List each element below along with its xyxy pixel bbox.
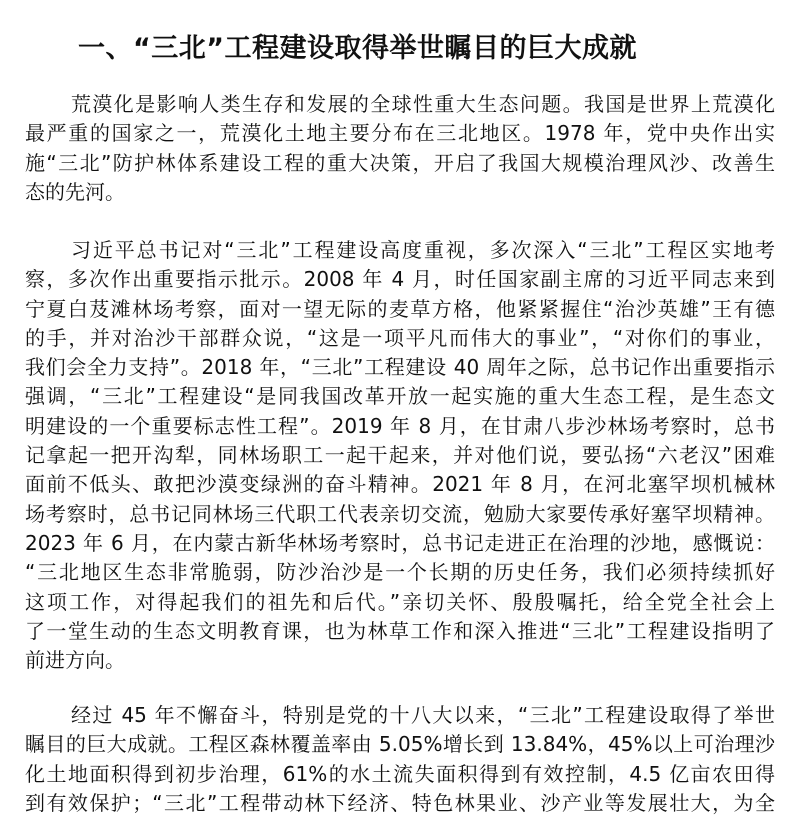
text-line: 到有效保护；“三北”工程带动林下经济、特色林果业、沙产业等发展壮大，为全 [25,790,775,815]
text-line: 这项工作，对得起我们的祖先和后代。”亲切关怀、殷殷嘱托，给全党全社会上 [25,589,775,614]
text-line: 察，多次作出重要指示批示。2008 年 4 月，时任国家副主席的习近平同志来到 [25,267,775,292]
text-line: 荒漠化是影响人类生存和发展的全球性重大生态问题。我国是世界上荒漠化 [71,92,775,116]
text-line: 经过 45 年不懈奋斗，特别是党的十八大以来，“三北”工程建设取得了举世 [71,703,775,727]
text-line: 记拿起一把开沟犁，同林场职工一起干起来，并对他们说，要弘扬“六老汉”困难 [25,443,775,468]
paragraph-achievements [25,701,775,818]
text-line: 态的先河。 [25,179,125,204]
text-line: 施“三北”防护林体系建设工程的重大决策，开启了我国大规模治理风沙、改善生 [25,150,775,175]
text-line: 我们会全力支持”。2018 年，“三北”工程建设 40 周年之际，总书记作出重要指示 [25,355,775,380]
text-line: 前进方向。 [25,648,125,673]
text-line: 面前不低头、敢把沙漠变绿洲的奋斗精神。2021 年 8 月，在河北塞罕坝机械林 [25,472,775,497]
text-line: 2023 年 6 月，在内蒙古新华林场考察时，总书记走进正在治理的沙地，感慨说： [25,530,775,555]
text-line: 了一堂生动的生态文明教育课，也为林草工作和深入推进“三北”工程建设指明了 [25,618,775,643]
paragraph-leadership [25,236,775,675]
text-line: 最严重的国家之一，荒漠化土地主要分布在三北地区。1978 年，党中央作出实 [25,121,775,146]
text-line: 强调，“三北”工程建设“是同我国改革开放一起实施的重大生态工程，是生态文 [25,384,775,409]
text-line: 瞩目的巨大成就。工程区森林覆盖率由 5.05%增长到 13.84%，45%以上可治理沙 [25,732,775,757]
text-line: “三北地区生态非常脆弱，防沙治沙是一个长期的历史任务，我们必须持续抓好 [25,560,775,585]
section-heading: 一、“三北”工程建设取得举世瞩目的巨大成就 [78,33,637,64]
text-line: 明建设的一个重要标志性工程”。2019 年 8 月，在甘肃八步沙林场考察时，总书 [25,413,775,438]
text-line: 场考察时，总书记同林场三代职工代表亲切交流，勉励大家要传承好塞罕坝精神。 [25,501,775,526]
paragraph-origin [25,90,775,207]
text-line: 宁夏白芨滩林场考察，面对一望无际的麦草方格，他紧紧握住“治沙英雄”王有德 [25,296,775,321]
text-line: 化土地面积得到初步治理，61%的水土流失面积得到有效控制，4.5 亿亩农田得 [25,761,775,786]
text-line: 习近平总书记对“三北”工程建设高度重视，多次深入“三北”工程区实地考 [71,238,775,262]
text-line: 的手，并对治沙干部群众说，“这是一项平凡而伟大的事业”，“对你们的事业， [25,325,775,350]
